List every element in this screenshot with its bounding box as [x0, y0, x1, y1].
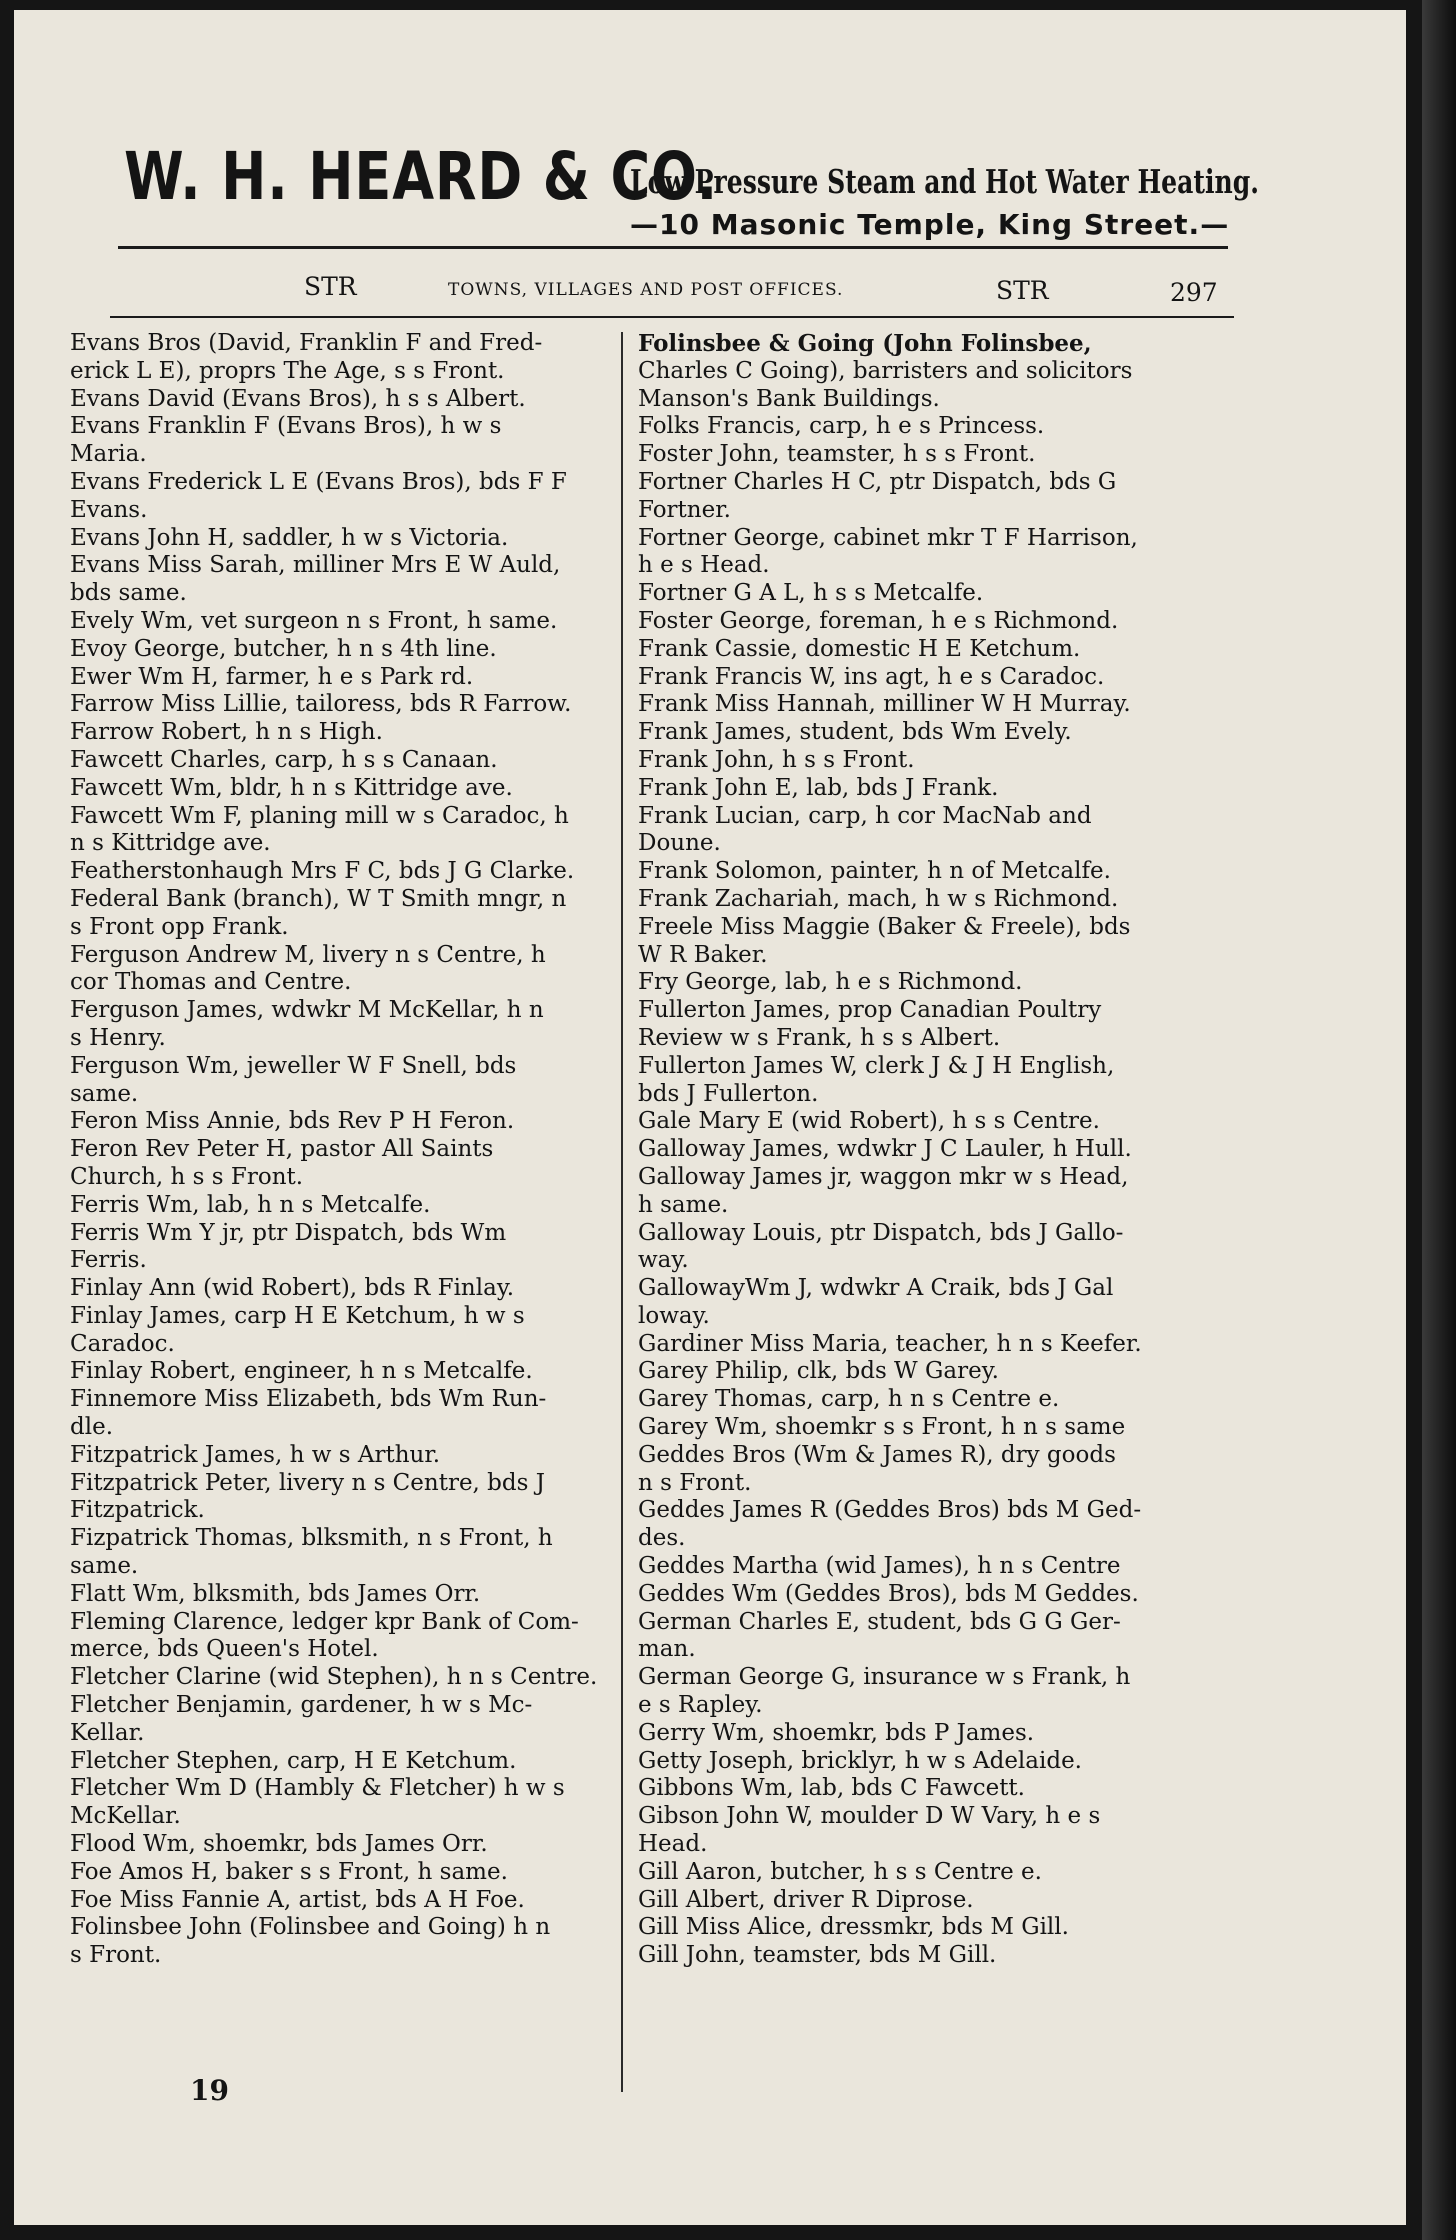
directory-entry-line: Fullerton James, prop Canadian Poultry	[638, 997, 1102, 1024]
directory-entry-line: Fortner Charles H C, ptr Dispatch, bds G	[638, 468, 1117, 495]
directory-entry-line: Garey Thomas, carp, h n s Centre e.	[638, 1386, 1060, 1413]
directory-entry-line: W R Baker.	[638, 941, 768, 968]
directory-entry-line: Ferris Wm, lab, h n s Metcalfe.	[70, 1191, 431, 1218]
directory-entry-line: Getty Joseph, bricklyr, h w s Adelaide.	[638, 1747, 1082, 1774]
directory-entry-line: Gill Aaron, butcher, h s s Centre e.	[638, 1858, 1042, 1885]
directory-entry-line: Gill Miss Alice, dressmkr, bds M Gill.	[638, 1914, 1069, 1941]
directory-entry-line: Galloway James jr, waggon mkr w s Head,	[638, 1163, 1129, 1190]
directory-entry-line: Kellar.	[70, 1719, 145, 1746]
directory-entry-line: Galloway Louis, ptr Dispatch, bds J Gallo-	[638, 1219, 1124, 1246]
directory-entry-line: Gale Mary E (wid Robert), h s s Centre.	[638, 1108, 1100, 1135]
directory-entry-line: Farrow Miss Lillie, tailoress, bds R Farrow.	[70, 691, 572, 718]
directory-entry-line: s Front.	[70, 1942, 162, 1969]
directory-entry-line: Galloway James, wdwkr J C Lauler, h Hull.	[638, 1136, 1132, 1163]
directory-entry-line: Charles C Going), barristers and solicitors	[638, 357, 1133, 384]
directory-page	[14, 10, 1406, 2225]
directory-entry-line: h same.	[638, 1191, 729, 1218]
right-column	[638, 330, 1228, 1970]
directory-entry-line: Evans Frederick L E (Evans Bros), bds F F	[70, 468, 567, 495]
directory-entry-line: same.	[70, 1080, 139, 1107]
directory-entry-line: Review w s Frank, h s s Albert.	[638, 1024, 1001, 1051]
directory-entry-line: Geddes Bros (Wm & James R), dry goods	[638, 1441, 1116, 1468]
directory-entry-line: n s Kittridge ave.	[70, 830, 271, 857]
directory-entry-line: Foe Miss Fannie A, artist, bds A H Foe.	[70, 1886, 525, 1913]
book-spine	[1422, 0, 1456, 2240]
directory-entry-line: Ferris.	[70, 1247, 147, 1274]
directory-entry-line: Ferguson James, wdwkr M McKellar, h n	[70, 997, 544, 1024]
directory-entry-line: Evans.	[70, 496, 148, 523]
directory-entry-line: Evely Wm, vet surgeon n s Front, h same.	[70, 607, 558, 634]
directory-entry-line: Evans David (Evans Bros), h s s Albert.	[70, 385, 526, 412]
directory-entry-line: Ewer Wm H, farmer, h e s Park rd.	[70, 663, 474, 690]
directory-entry-line: n s Front.	[638, 1469, 752, 1496]
directory-entry-line: Folinsbee John (Folinsbee and Going) h n	[70, 1914, 551, 1941]
directory-entry-line: Frank Cassie, domestic H E Ketchum.	[638, 635, 1081, 662]
directory-entry-line: Fleming Clarence, ledger kpr Bank of Com-	[70, 1608, 579, 1635]
directory-entry-line: Frank Zachariah, mach, h w s Richmond.	[638, 885, 1119, 912]
directory-entry-line: Garey Wm, shoemkr s s Front, h n s same	[638, 1414, 1126, 1441]
directory-entry-line: s Henry.	[70, 1024, 166, 1051]
left-column	[70, 330, 610, 1970]
directory-entry-line: Frank John, h s s Front.	[638, 746, 915, 773]
directory-entry-line: Fawcett Wm F, planing mill w s Caradoc, h	[70, 802, 569, 829]
directory-entry-line: Foster George, foreman, h e s Richmond.	[638, 607, 1119, 634]
directory-entry-line: e s Rapley.	[638, 1692, 763, 1719]
running-header	[118, 266, 1228, 306]
directory-entry-line: des.	[638, 1525, 686, 1552]
directory-entry-line: same.	[70, 1553, 139, 1580]
header-left-letters: STR	[304, 272, 357, 301]
directory-entry-line: Frank Lucian, carp, h cor MacNab and	[638, 802, 1092, 829]
directory-entry-line: Finnemore Miss Elizabeth, bds Wm Run-	[70, 1386, 547, 1413]
directory-entry-line: Frank James, student, bds Wm Evely.	[638, 719, 1072, 746]
directory-entry-line: Fletcher Wm D (Hambly & Fletcher) h w s	[70, 1775, 565, 1802]
directory-entry-line: Frank Miss Hannah, milliner W H Murray.	[638, 691, 1131, 718]
directory-entry-line: Folinsbee & Going (John Folinsbee,	[638, 330, 1092, 357]
directory-entry-line: Fitzpatrick.	[70, 1497, 205, 1524]
directory-entry-line: Folks Francis, carp, h e s Princess.	[638, 413, 1045, 440]
directory-entry-line: Flood Wm, shoemkr, bds James Orr.	[70, 1831, 488, 1858]
directory-entry-line: Geddes Martha (wid James), h n s Centre	[638, 1553, 1121, 1580]
directory-entry-line: Ferris Wm Y jr, ptr Dispatch, bds Wm	[70, 1219, 507, 1246]
column-divider	[621, 332, 623, 2092]
directory-entry-line: way.	[638, 1247, 689, 1274]
directory-entry-line: Frank Francis W, ins agt, h e s Caradoc.	[638, 663, 1105, 690]
directory-entry-line: McKellar.	[70, 1803, 181, 1830]
directory-entry-line: Evans Miss Sarah, milliner Mrs E W Auld,	[70, 552, 561, 579]
directory-entry-line: Geddes Wm (Geddes Bros), bds M Geddes.	[638, 1580, 1139, 1607]
directory-entry-line: Fletcher Benjamin, gardener, h w s Mc-	[70, 1692, 533, 1719]
directory-entry-line: dle.	[70, 1414, 114, 1441]
directory-entry-line: Frank John E, lab, bds J Frank.	[638, 774, 999, 801]
advertisement-banner	[124, 138, 1260, 250]
signature-mark: 19	[190, 2074, 229, 2107]
directory-entry-line: Geddes James R (Geddes Bros) bds M Ged-	[638, 1497, 1142, 1524]
advertiser-name: W. H. HEARD & CO.	[124, 138, 719, 215]
directory-entry-line: Feron Miss Annie, bds Rev P H Feron.	[70, 1108, 515, 1135]
directory-entry-line: Fitzpatrick Peter, livery n s Centre, bds J	[70, 1469, 545, 1496]
directory-entry-line: Church, h s s Front.	[70, 1163, 304, 1190]
directory-entry-line: Featherstonhaugh Mrs F C, bds J G Clarke.	[70, 858, 575, 885]
directory-entry-line: Frank Solomon, painter, h n of Metcalfe.	[638, 858, 1111, 885]
directory-entry-line: Finlay James, carp H E Ketchum, h w s	[70, 1302, 525, 1329]
advertisement-service: Low Pressure Steam and Hot Water Heating.	[630, 162, 1260, 201]
directory-entry-line: Fortner G A L, h s s Metcalfe.	[638, 580, 984, 607]
directory-entry-line: s Front opp Frank.	[70, 913, 289, 940]
directory-entry-line: Ferguson Wm, jeweller W F Snell, bds	[70, 1052, 517, 1079]
directory-entry-line: Gardiner Miss Maria, teacher, h n s Keefer.	[638, 1330, 1142, 1357]
directory-entry-line: Finlay Ann (wid Robert), bds R Finlay.	[70, 1275, 515, 1302]
directory-entry-line: Fullerton James W, clerk J & J H English,	[638, 1052, 1115, 1079]
directory-entry-line: Evoy George, butcher, h n s 4th line.	[70, 635, 497, 662]
directory-entry-line: Fitzpatrick James, h w s Arthur.	[70, 1441, 441, 1468]
directory-entry-line: merce, bds Queen's Hotel.	[70, 1636, 379, 1663]
directory-entry-line: Freele Miss Maggie (Baker & Freele), bds	[638, 913, 1131, 940]
directory-entry-line: Evans Bros (David, Franklin F and Fred-	[70, 330, 543, 356]
directory-entry-line: Federal Bank (branch), W T Smith mngr, n	[70, 885, 567, 912]
header-rule	[118, 246, 1228, 249]
directory-entry-line: Gill Albert, driver R Diprose.	[638, 1886, 974, 1913]
directory-entry-line: bds same.	[70, 580, 187, 607]
directory-entry-line: German Charles E, student, bds G G Ger-	[638, 1608, 1121, 1635]
directory-entry-line: loway.	[638, 1302, 710, 1329]
directory-entry-line: Flatt Wm, blksmith, bds James Orr.	[70, 1580, 481, 1607]
directory-entry-line: Gill John, teamster, bds M Gill.	[638, 1942, 997, 1969]
directory-entry-line: man.	[638, 1636, 696, 1663]
directory-entry-line: cor Thomas and Centre.	[70, 969, 352, 996]
directory-entry-line: Fawcett Wm, bldr, h n s Kittridge ave.	[70, 774, 513, 801]
directory-entry-line: German George G, insurance w s Frank, h	[638, 1664, 1131, 1691]
directory-entry-line: Gibson John W, moulder D W Vary, h e s	[638, 1803, 1101, 1830]
directory-entry-line: Foster John, teamster, h s s Front.	[638, 441, 1036, 468]
directory-entry-line: Maria.	[70, 441, 147, 468]
page-number: 297	[1170, 278, 1218, 307]
directory-entry-line: Foe Amos H, baker s s Front, h same.	[70, 1858, 508, 1885]
directory-entry-line: erick L E), proprs The Age, s s Front.	[70, 357, 505, 384]
directory-entry-line: Ferguson Andrew M, livery n s Centre, h	[70, 941, 546, 968]
directory-entry-line: Farrow Robert, h n s High.	[70, 719, 383, 746]
header-right-letters: STR	[996, 276, 1049, 305]
directory-entry-line: Evans Franklin F (Evans Bros), h w s	[70, 413, 502, 440]
directory-entry-line: Fortner.	[638, 496, 731, 523]
directory-entry-line: Gerry Wm, shoemkr, bds P James.	[638, 1719, 1035, 1746]
directory-entry-line: Doune.	[638, 830, 721, 857]
directory-entry-line: Finlay Robert, engineer, h n s Metcalfe.	[70, 1358, 533, 1385]
directory-entry-line: Fawcett Charles, carp, h s s Canaan.	[70, 746, 498, 773]
directory-entry-line: h e s Head.	[638, 552, 770, 579]
directory-entry-line: GallowayWm J, wdwkr A Craik, bds J Gal	[638, 1275, 1114, 1302]
directory-entry-line: Fletcher Clarine (wid Stephen), h n s Centre.	[70, 1664, 598, 1691]
directory-entry-line: Fizpatrick Thomas, blksmith, n s Front, h	[70, 1525, 553, 1552]
column-top-rule	[110, 316, 1234, 318]
directory-entry-line: Caradoc.	[70, 1330, 175, 1357]
directory-entry-line: bds J Fullerton.	[638, 1080, 819, 1107]
directory-entry-line: Manson's Bank Buildings.	[638, 385, 940, 412]
directory-entry-line: Evans John H, saddler, h w s Victoria.	[70, 524, 509, 551]
header-section-title: TOWNS, VILLAGES AND POST OFFICES.	[448, 280, 844, 300]
directory-entry-line: Gibbons Wm, lab, bds C Fawcett.	[638, 1775, 1025, 1802]
advertisement-address: —10 Masonic Temple, King Street.—	[630, 208, 1230, 241]
directory-entry-line: Head.	[638, 1831, 708, 1858]
directory-entry-line: Garey Philip, clk, bds W Garey.	[638, 1358, 999, 1385]
directory-entry-line: Fry George, lab, h e s Richmond.	[638, 969, 1023, 996]
directory-entry-line: Fortner George, cabinet mkr T F Harrison,	[638, 524, 1138, 551]
directory-entry-line: Fletcher Stephen, carp, H E Ketchum.	[70, 1747, 517, 1774]
directory-entry-line: Feron Rev Peter H, pastor All Saints	[70, 1136, 494, 1163]
